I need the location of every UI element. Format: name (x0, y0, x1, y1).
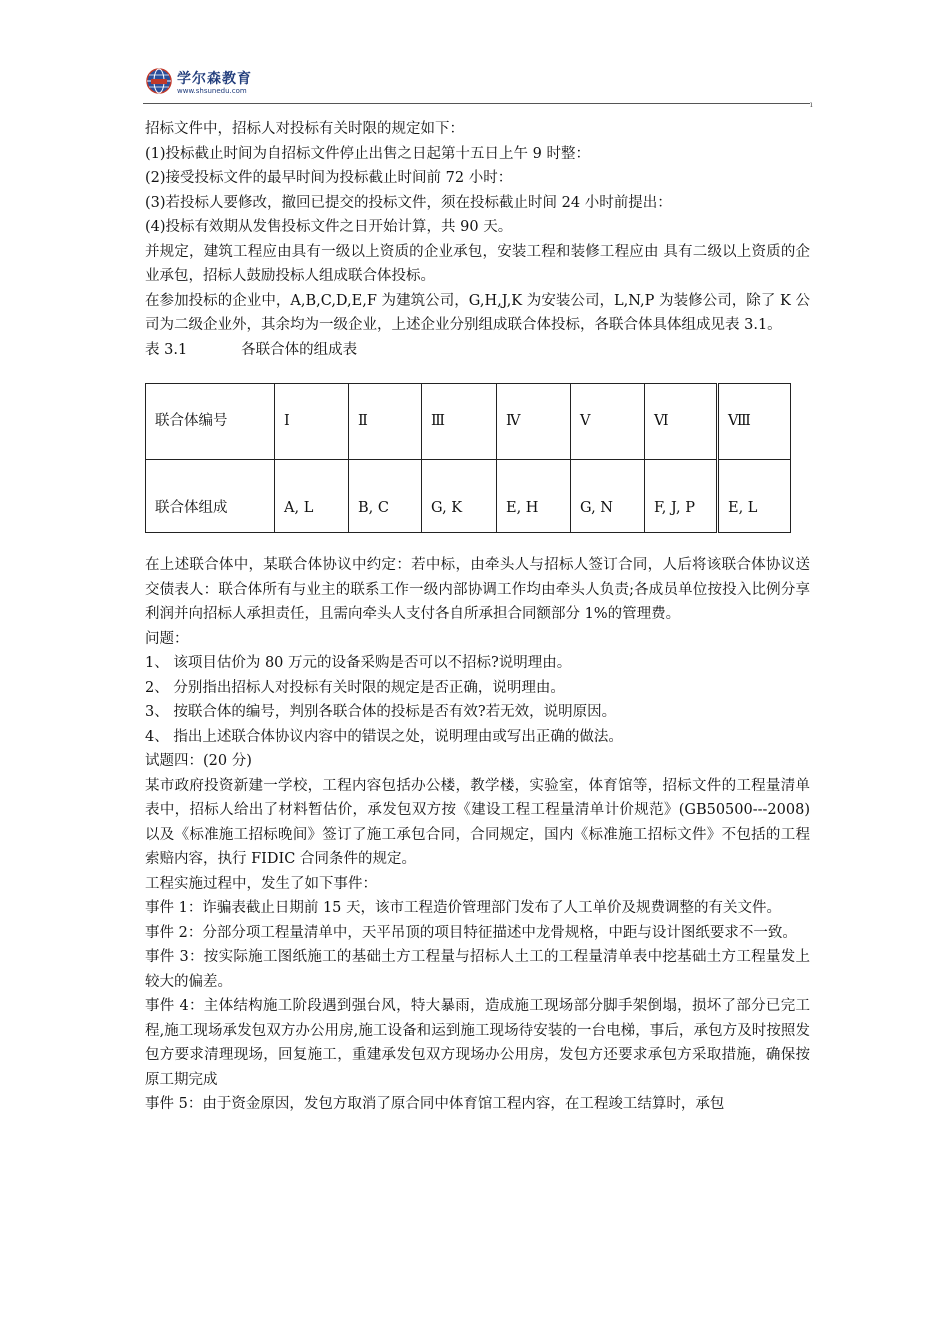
consortium-id-cell: Ⅱ (349, 384, 422, 460)
consortium-table (145, 383, 791, 533)
header-divider (143, 103, 810, 104)
paragraph: (3)若投标人要修改，撤回已提交的投标文件，须在投标截止时间 24 小时前提出： (145, 194, 672, 211)
document-body (145, 117, 810, 1117)
consortium-id-cell: Ⅴ (571, 384, 645, 460)
paragraph: (4)投标有效期从发售投标文件之日开始计算，共 90 天。 (145, 219, 513, 235)
paragraph: 在上述联合体中，某联合体协议中约定：若中标，由牵头人与招标人签订合同，人后将该联合体协议送交债表人：联合体所有与业主的联系工作一级内部协调工作均由牵头人负责;各成员单位按投入比例分享利润并向招标人承担责任，且需向牵头人支付各自所承担合同额部分 1%的管理费。 (145, 557, 810, 622)
consortium-members-cell: A, L (275, 460, 349, 533)
consortium-id-cell: Ⅲ (422, 384, 497, 460)
question-item: 2、 分别指出招标人对投标有关时限的规定是否正确，说明理由。 (145, 679, 565, 696)
event-item: 事件 3：按实际施工图纸施工的基础土方工程量与招标人土工的工程量清单表中挖基础土方工程量发上较大的偏差。 (145, 949, 810, 990)
paragraph: 在参加投标的企业中，A,B,C,D,E,F 为建筑公司，G,H,J,K 为安装公司，L,N,P 为装修公司，除了 K 公司为二级企业外，其余均为一级企业，上述企业分别组成联合体投标，各联合体具体组成见表 3.1。 (145, 292, 810, 333)
paragraph: (1)投标截止时间为自招标文件停止出售之日起第十五日上午 9 时整： (145, 145, 590, 162)
paragraph: 某市政府投资新建一学校，工程内容包括办公楼，教学楼，实验室，体育馆等，招标文件的工程量清单表中，招标人给出了材料暂估价，承发包双方按《建设工程工程量清单计价规范》(GB50500---2008)以及《标准施工招标晚间》签订了施工承包合同，合同规定，国内《标准施工招标文件》不包括的工程索赔内容，执行 FIDIC 合同条件的规定。 (145, 777, 810, 867)
consortium-members-cell: G, N (571, 460, 645, 533)
consortium-members-cell: E, L (718, 460, 791, 533)
paragraph: 问题： (145, 630, 189, 647)
consortium-members-cell: B, C (349, 460, 422, 533)
event-item: 事件 2：分部分项工程量清单中，天平吊顶的项目特征描述中龙骨规格，中距与设计图纸要求不一致。 (145, 924, 797, 941)
page-header (143, 64, 813, 109)
question-item: 3、 按联合体的编号，判别各联合体的投标是否有效?若无效，说明原因。 (145, 704, 617, 720)
consortium-table-wrapper (145, 383, 790, 533)
row-label: 联合体组成 (146, 460, 275, 533)
consortium-id-cell: Ⅰ (275, 384, 349, 460)
consortium-id-cell: Ⅳ (497, 384, 571, 460)
event-item: 事件 1：诈骗表截止日期前 15 天，该市工程造价管理部门发布了人工单价及规费调整的有关文件。 (145, 900, 781, 916)
consortium-id-cell: Ⅵ (645, 384, 718, 460)
consortium-id-cell: Ⅷ (718, 384, 791, 460)
event-item: 事件 4：主体结构施工阶段遇到强台风，特大暴雨，造成施工现场部分脚手架倒塌，损坏了部分已完工程,施工现场承发包双方办公用房,施工设备和运到施工现场待安装的一台电梯，事后，承包方及时按照发包方要求清理现场，回复施工，重建承发包双方现场办公用房，发包方还要求承包方采取措施，确保按原工期完成 (145, 998, 810, 1088)
logo-name: 学尔森教育 (177, 71, 252, 87)
globe-logo-icon (146, 68, 172, 94)
header-divider-tick: ı (810, 100, 813, 109)
row-label: 联合体编号 (146, 384, 275, 460)
table-caption (145, 338, 810, 363)
table-row-ids (146, 384, 791, 460)
paragraph: 招标文件中，招标人对投标有关时限的规定如下： (145, 121, 464, 137)
consortium-members-cell: F, J, P (645, 460, 718, 533)
question-item: 1、 该项目估价为 80 万元的设备采购是否可以不招标?说明理由。 (145, 655, 572, 671)
logo-url: www.shsunedu.com (177, 87, 247, 95)
consortium-members-cell: E, H (497, 460, 571, 533)
paragraph: (2)接受投标文件的最早时间为投标截止时间前 72 小时： (145, 170, 513, 186)
question-item: 4、 指出上述联合体协议内容中的错误之处，说明理由或写出正确的做法。 (145, 728, 623, 745)
consortium-members-cell: G, K (422, 460, 497, 533)
table-caption-title: 各联合体的组成表 (241, 341, 358, 358)
table-row-members (146, 460, 791, 533)
table-caption-number: 表 3.1 (145, 341, 188, 358)
event-item: 事件 5：由于资金原因，发包方取消了原合同中体育馆工程内容，在工程竣工结算时，承包 (145, 1096, 725, 1112)
paragraph: 工程实施过程中，发生了如下事件： (145, 875, 377, 892)
paragraph: 并规定，建筑工程应由具有一级以上资质的企业承包，安装工程和装修工程应由 具有二级以上资质的企业承包，招标人鼓励投标人组成联合体投标。 (145, 243, 810, 284)
section-heading: 试题四：(20 分) (145, 753, 252, 769)
